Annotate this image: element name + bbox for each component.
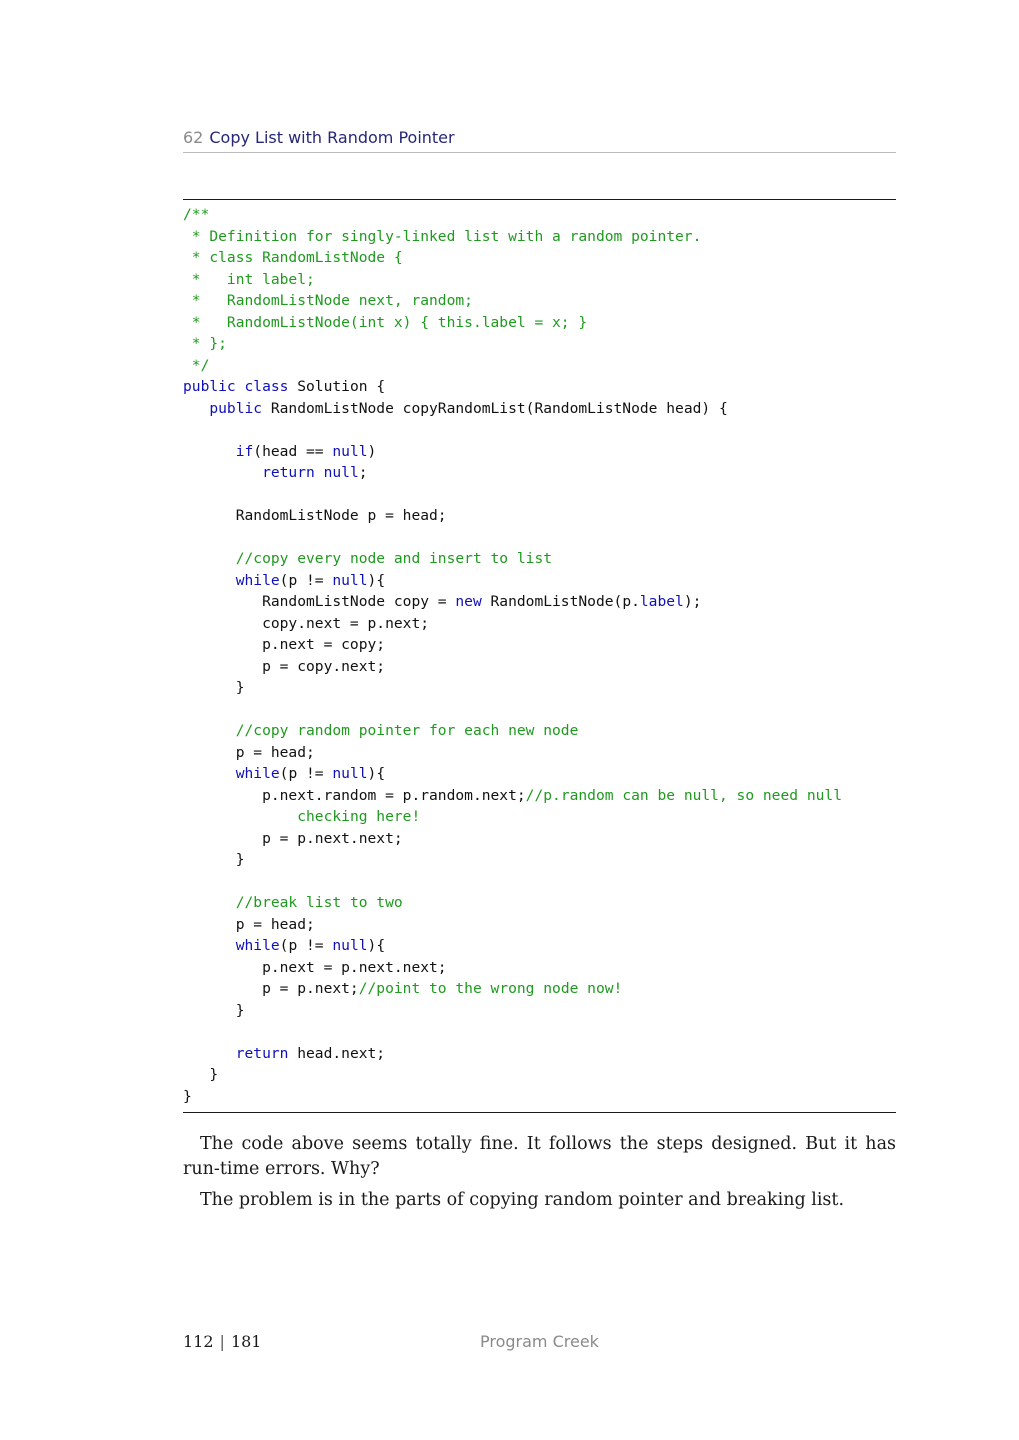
code-line <box>183 871 896 893</box>
code-line <box>183 462 896 484</box>
code-line <box>183 613 896 635</box>
code-line <box>183 204 896 226</box>
code-line <box>183 785 896 807</box>
code-line <box>183 634 896 656</box>
code-token <box>183 808 297 825</box>
code-line <box>183 699 896 721</box>
code-keyword: while <box>235 571 280 589</box>
code-token <box>183 443 236 460</box>
code-comment: /** <box>183 206 210 223</box>
code-token: p = head; <box>183 915 315 933</box>
code-line <box>183 914 896 936</box>
code-token: ){ <box>367 937 386 954</box>
code-line <box>183 247 896 269</box>
code-token: (p != <box>279 571 333 589</box>
code-line <box>183 527 896 549</box>
code-token: } <box>183 1087 192 1105</box>
code-keyword: public <box>183 378 236 395</box>
code-keyword: null <box>332 765 368 782</box>
code-token: RandomListNode p = head; <box>183 507 447 524</box>
code-keyword: public <box>209 399 263 417</box>
code-token <box>315 464 324 481</box>
code-token: p.next = copy; <box>183 636 386 653</box>
paragraph: The problem is in the parts of copying random pointer and breaking list. <box>200 1190 845 1210</box>
code-token: ){ <box>367 571 386 589</box>
paragraph: The code above seems totally fine. It follows the steps designed. But it has run-time errors. Why? <box>183 1134 896 1179</box>
code-token: head.next; <box>288 1044 386 1062</box>
code-keyword: null <box>323 464 359 481</box>
code-keyword: label <box>639 593 684 610</box>
code-comment: * class RandomListNode { <box>183 249 403 266</box>
code-token: (p != <box>279 937 333 954</box>
code-line <box>183 570 896 592</box>
code-token: ; <box>358 464 368 481</box>
code-token: ){ <box>367 765 386 782</box>
code-keyword: null <box>332 442 368 460</box>
code-line <box>183 591 896 613</box>
code-token <box>183 894 236 911</box>
code-comment: //p.random can be null, so need null <box>525 786 842 804</box>
code-keyword: return <box>262 464 315 481</box>
code-comment: * RandomListNode next, random; <box>183 292 473 309</box>
code-line <box>183 333 896 355</box>
code-line <box>183 892 896 914</box>
code-line <box>183 419 896 441</box>
site-name: Program Creek <box>480 1332 599 1351</box>
code-line <box>183 849 896 871</box>
code-line <box>183 398 896 420</box>
code-token: p = p.next; <box>183 980 359 997</box>
code-comment: */ <box>183 356 210 374</box>
code-comment: * Definition for singly-linked list with a random pointer. <box>183 227 702 245</box>
code-token: p = p.next.next; <box>183 829 403 847</box>
code-keyword: if <box>235 442 254 460</box>
code-keyword: class <box>244 378 289 395</box>
code-token <box>183 937 236 954</box>
page-number <box>183 1331 261 1353</box>
page-separator: | <box>219 1332 225 1351</box>
code-token <box>183 572 236 589</box>
code-token: RandomListNode copyRandomList(RandomListNode head) { <box>262 399 728 417</box>
code-line <box>183 957 896 979</box>
code-keyword: new <box>455 593 482 610</box>
code-line <box>183 742 896 764</box>
code-token: p.next = p.next.next; <box>183 958 447 976</box>
code-token <box>183 1045 236 1062</box>
chapter-number: 62 <box>183 128 204 147</box>
code-token: } <box>183 1001 245 1019</box>
code-comment: //break list to two <box>235 894 403 911</box>
code-comment: * }; <box>183 335 227 352</box>
code-token: p = copy.next; <box>183 657 386 675</box>
code-line <box>183 226 896 248</box>
code-line <box>183 1086 896 1108</box>
code-keyword: null <box>332 937 368 954</box>
code-text <box>183 204 896 1107</box>
code-token <box>183 722 236 739</box>
running-header <box>183 128 896 153</box>
code-token <box>183 765 236 782</box>
current-page: 112 <box>183 1332 214 1351</box>
code-line <box>183 656 896 678</box>
code-line <box>183 355 896 377</box>
code-line <box>183 828 896 850</box>
code-token: RandomListNode copy = <box>183 593 456 610</box>
code-comment: //point to the wrong node now! <box>358 980 623 997</box>
code-line <box>183 548 896 570</box>
code-line <box>183 935 896 957</box>
code-token: RandomListNode(p. <box>481 593 640 610</box>
code-comment: checking here! <box>297 808 421 825</box>
code-token: } <box>183 851 245 868</box>
code-keyword: while <box>235 765 280 782</box>
code-line <box>183 312 896 334</box>
code-line <box>183 978 896 1000</box>
code-comment: //copy random pointer for each new node <box>235 722 579 739</box>
code-token: p.next.random = p.random.next; <box>183 786 526 804</box>
code-token <box>183 550 236 567</box>
code-comment: * int label; <box>183 270 315 288</box>
chapter-title: Copy List with Random Pointer <box>209 128 455 147</box>
code-token: ) <box>367 442 377 460</box>
code-line <box>183 290 896 312</box>
code-line <box>183 1043 896 1065</box>
code-token <box>236 378 245 395</box>
total-pages: 181 <box>230 1332 262 1351</box>
code-token <box>183 400 209 417</box>
code-token: (head == <box>253 442 333 460</box>
code-token: Solution { <box>288 378 386 395</box>
code-token: copy.next = p.next; <box>183 614 430 632</box>
code-line <box>183 763 896 785</box>
code-line <box>183 1000 896 1022</box>
code-line <box>183 484 896 506</box>
code-keyword: return <box>235 1044 289 1062</box>
code-token: } <box>183 679 245 696</box>
code-line <box>183 441 896 463</box>
code-comment: * RandomListNode(int x) { this.label = x; } <box>183 313 588 331</box>
code-comment: //copy every node and insert to list <box>235 550 553 567</box>
code-line <box>183 505 896 527</box>
code-token: p = head; <box>183 743 315 761</box>
code-keyword: null <box>332 571 368 589</box>
code-line <box>183 1064 896 1086</box>
code-line <box>183 677 896 699</box>
code-token: (p != <box>279 765 333 782</box>
code-listing <box>183 199 896 1113</box>
code-line <box>183 269 896 291</box>
code-line <box>183 376 896 398</box>
code-token: ); <box>683 593 702 610</box>
code-keyword: while <box>235 937 280 954</box>
code-line <box>183 720 896 742</box>
body-text <box>183 1132 896 1219</box>
code-line <box>183 1021 896 1043</box>
code-token <box>183 464 262 481</box>
code-line <box>183 806 896 828</box>
code-token: } <box>183 1066 219 1083</box>
